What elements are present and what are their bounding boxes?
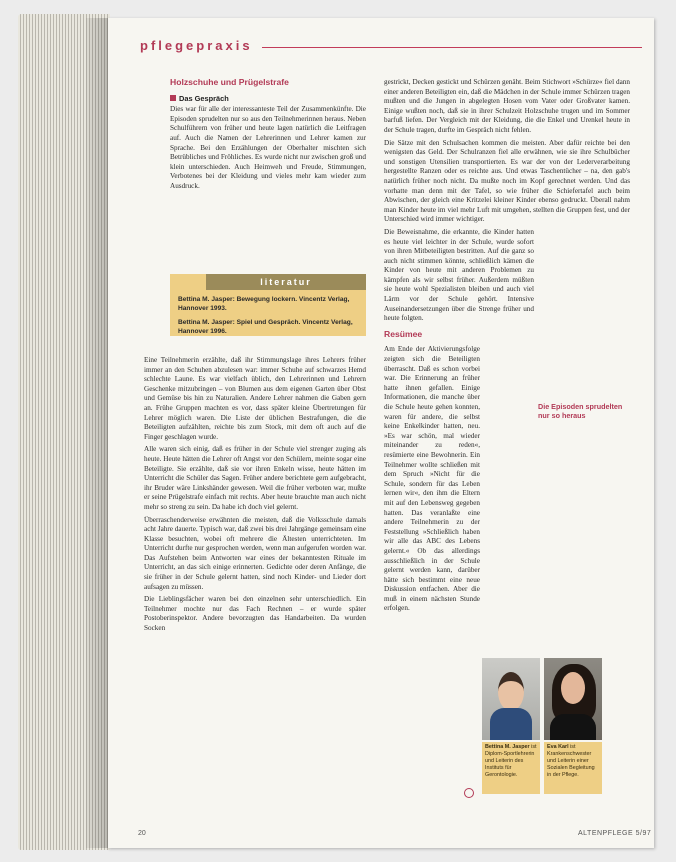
author-name: Bettina M. Jasper <box>485 744 530 750</box>
article-end-icon <box>464 788 474 798</box>
paragraph: gestrickt, Decken gestickt und Schürzen genäht. Beim Stichwort »Schürze« fiel dann einer anderen Beteiligten ein, daß die Mädchen in der Schule immer Schürzen tragen mußten und die Jungen in abgelegten Hosen vom Vater oder Großvater kamen. Einige wußten noch, daß sie in ihrer Schulzeit Holzschuhe trugen und im Sommer barfuß liefen. Der Vergleich mit der Kleidung, die die Enkel und Urenkel heute in der Schule tragen, durfte im Gespräch nicht fehlen. <box>384 78 630 134</box>
paragraph: Überraschenderweise erwähnten die meisten, daß die Volksschule damals acht Jahre dauerte. Typisch war, daß zwei bis drei Jahrgänge gemeinsam eine Klasse besuchten, wobei oft mehrere die Ältesten unterrichteten. Im Unterricht durfte nur gesprochen werden, wenn man aufgerufen worden war. Das Aufstehen beim Antworten war eines der bekanntesten Rituale im Unterricht, an das sich einige erinnerten. Gedichte oder deren Anfänge, die sie früher in der Schule gelernt hatten, sind noch Kinder- und Lieder dort aufsagen zu müssen. <box>144 515 366 591</box>
paragraph: Dies war für alle der interessanteste Teil der Zusammenkünfte. Die Episoden sprudelten nur so aus den Teilnehmerinnen heraus. Neben Schulführern von früher und heute lagen natürlich die Leitfragen auf. Auch die Namen der Lehrerinnen und Lehrer kamen zur Sprache. Bei den Erzählungen der Oberhalter mischten sich Betrübliches und Fröhliches. Es wurde nicht nur zwischen groß und klein unterschieden. Auch Heimweh und Freude, Stimmungen, Verbotenes bei der Kleidung und vieles mehr kam wieder zum Ausdruck. <box>170 105 366 190</box>
literature-entry: Bettina M. Jasper: Spiel und Gespräch. Vincentz Verlag, Hannover 1996. <box>178 319 353 335</box>
paragraph: Eine Teilnehmerin erzählte, daß ihr Stimmungslage ihres Lehrers früher immer an den Schuhen abzulesen war: immer Schuhe auf schwarzes Hemd schlechte Laune. Es war vielfach üblich, den Lehrerinnen und Lehrern Geschenke mitzubringen – von Blumen aus dem eigenen Garten über Obst und Gemüse bis hin zu Naturalien. Andere Lehrer nahmen die Gaben gern an. Frühe Gruppen machten es vor, dass später kleine Übertretungen für Lehrer möglich waren. Die Liste der üblichen Bestrafungen, die die Beteiligten aufzählten, reichte bis zum Stock, mit dem oft auch auf die Finger geschlagen wurde. <box>144 356 366 441</box>
portrait-body <box>550 714 596 740</box>
paragraph: Die Lieblingsfächer waren bei den einzelnen sehr unterschiedlich. Ein Teilnehmer mochte nur das Fach Rechnen – er wurde später Postoberinspektor. Andere bevorzugten das Handarbeiten. Da wurden Socken <box>144 595 366 633</box>
resume-heading: Resümee <box>384 328 423 339</box>
literature-list <box>178 296 362 342</box>
pull-quote-line: nur so heraus <box>538 411 586 420</box>
subheading <box>170 94 366 104</box>
pull-quote <box>538 402 648 420</box>
author-description: ist Diplom-Sportlehrerin und Leiterin des Instituts für Gerontologie. <box>485 744 537 778</box>
author-name: Eva Karl <box>547 744 569 750</box>
literature-title: literatur <box>206 274 366 290</box>
pull-quote-line: Die Episoden sprudelten <box>538 402 623 411</box>
left-column-upper <box>170 78 366 195</box>
portrait-face <box>498 672 524 711</box>
bullet-icon <box>170 95 176 101</box>
subheading-text: Das Gespräch <box>179 93 229 103</box>
magazine-page <box>108 18 654 848</box>
portrait-body <box>490 708 532 740</box>
author-photo <box>482 658 540 740</box>
section-rubric: pflegepraxis <box>140 38 253 53</box>
portrait-face <box>561 672 585 704</box>
paragraph: Alle waren sich einig, daß es früher in der Schule viel strenger zuging als heute. Heute hätten die Lehrer oft Angst vor den Schülern, meinte sogar eine Beteiligte. Sie erzählte, daß sie vor ihren Enkeln wisse, heute hätten im Unterricht die Schüler das Sagen. Früher andere berichtete gern aufgebracht, ihr Bruder wäre Linkshänder gewesen. Weil die früher verboten war, mußte er seine Prügelstrafe einfach mit rechts. Aber heute brauchte man auch nicht mehr so streng zu sein. Da habe ich doch viel gelernt. <box>144 445 366 511</box>
magazine-issue: ALTENPFLEGE 5/97 <box>578 830 652 837</box>
right-column <box>384 78 630 617</box>
author-description: ist Krankenschwester und Leiterin einer Sozialen Begleitung in der Pflege. <box>547 744 595 778</box>
author-caption <box>482 742 540 794</box>
literature-box <box>170 274 366 336</box>
paragraph: Die Beweisnahme, die erkannte, die Kinder hatten es heute viel leichter in der Schule, wurde sofort von ihren Mitbeteiligten bestritten. Auf die ganz so auch nicht stimmen könnte, schließlich kämen die Kinder von heute mit anderen Problemen zu kämpfen als wir selbst früher. Außerdem müßten sie heute wohl Spezialisten bleiben und auch viel Lärm vor der Schule gehört. Intensive Auseinandersetzungen über die Strenge früher und heute folgten. <box>384 227 534 323</box>
left-column-lower <box>144 356 366 637</box>
section-heading: Holzschuhe und Prügelstrafe <box>170 77 289 87</box>
author-caption <box>544 742 602 794</box>
author-photo <box>544 658 602 740</box>
rubric-rule <box>262 47 642 48</box>
page-number: 20 <box>138 830 146 837</box>
paragraph: Am Ende der Aktivierungsfolge zeigten sich die Beteiligten überrascht. Daß es schon vorbei war. Die Erinnerung an früher hatte ihnen gefallen. Einige Informationen, die manche über die Schule heute gehen konnten, waren für andere, die selbst keine Enkelkinder hatten, neu. »Es war schön, mal wieder miteinander zu reden«, resümierte eine Bewohnerin. Ein Teilnehmer wollte schließen mit dem Spruch »Nicht für die Schule, sondern für das Leben lernen wir«, den ihm die Eltern mit auf den Lebensweg gegeben hatten. Das veranlaßte eine andere Teilnehmerin zu der Feststellung »Schließlich haben wir alle das ABC des Lebens gelernt.« Ob das allerdings ausschließlich in der Schule gelernt werden kann, darüber hätte sich bestimmt eine neue Diskussion entfachen. Aber die muß in einem nächsten Stunde erfolgen. <box>384 345 480 613</box>
literature-entry: Bettina M. Jasper: Bewegung lockern. Vincentz Verlag, Hannover 1993. <box>178 296 350 312</box>
paragraph: Die Sätze mit den Schulsachen kommen die meisten. Aber dafür reichte bei den wenigsten das Geld. Der Schulranzen fiel alle erwähnen, wie sie ihre Schulbücher und sonstigen Utensilien transportierten. Es war der von der Lederverarbeitung hergestellte Ranzen oder es reichte aus. Und etwas Taschentücher – na, den gab's natürlich früher noch nicht. Da mußte noch im Kopf gerechnet werden. Und das vorhatte man denn mit der Tafel, so wie früher die Schiefertafel auch beim Abwischen, der gleich eine Kritzelei kleiner Kinder ebenso gedruckt. Überall nahm man Kinder heute im viel mehr Luft mit umgehen, stellten die Gruppen fest, und der Unterschied wird immer wichtiger. <box>384 138 630 224</box>
